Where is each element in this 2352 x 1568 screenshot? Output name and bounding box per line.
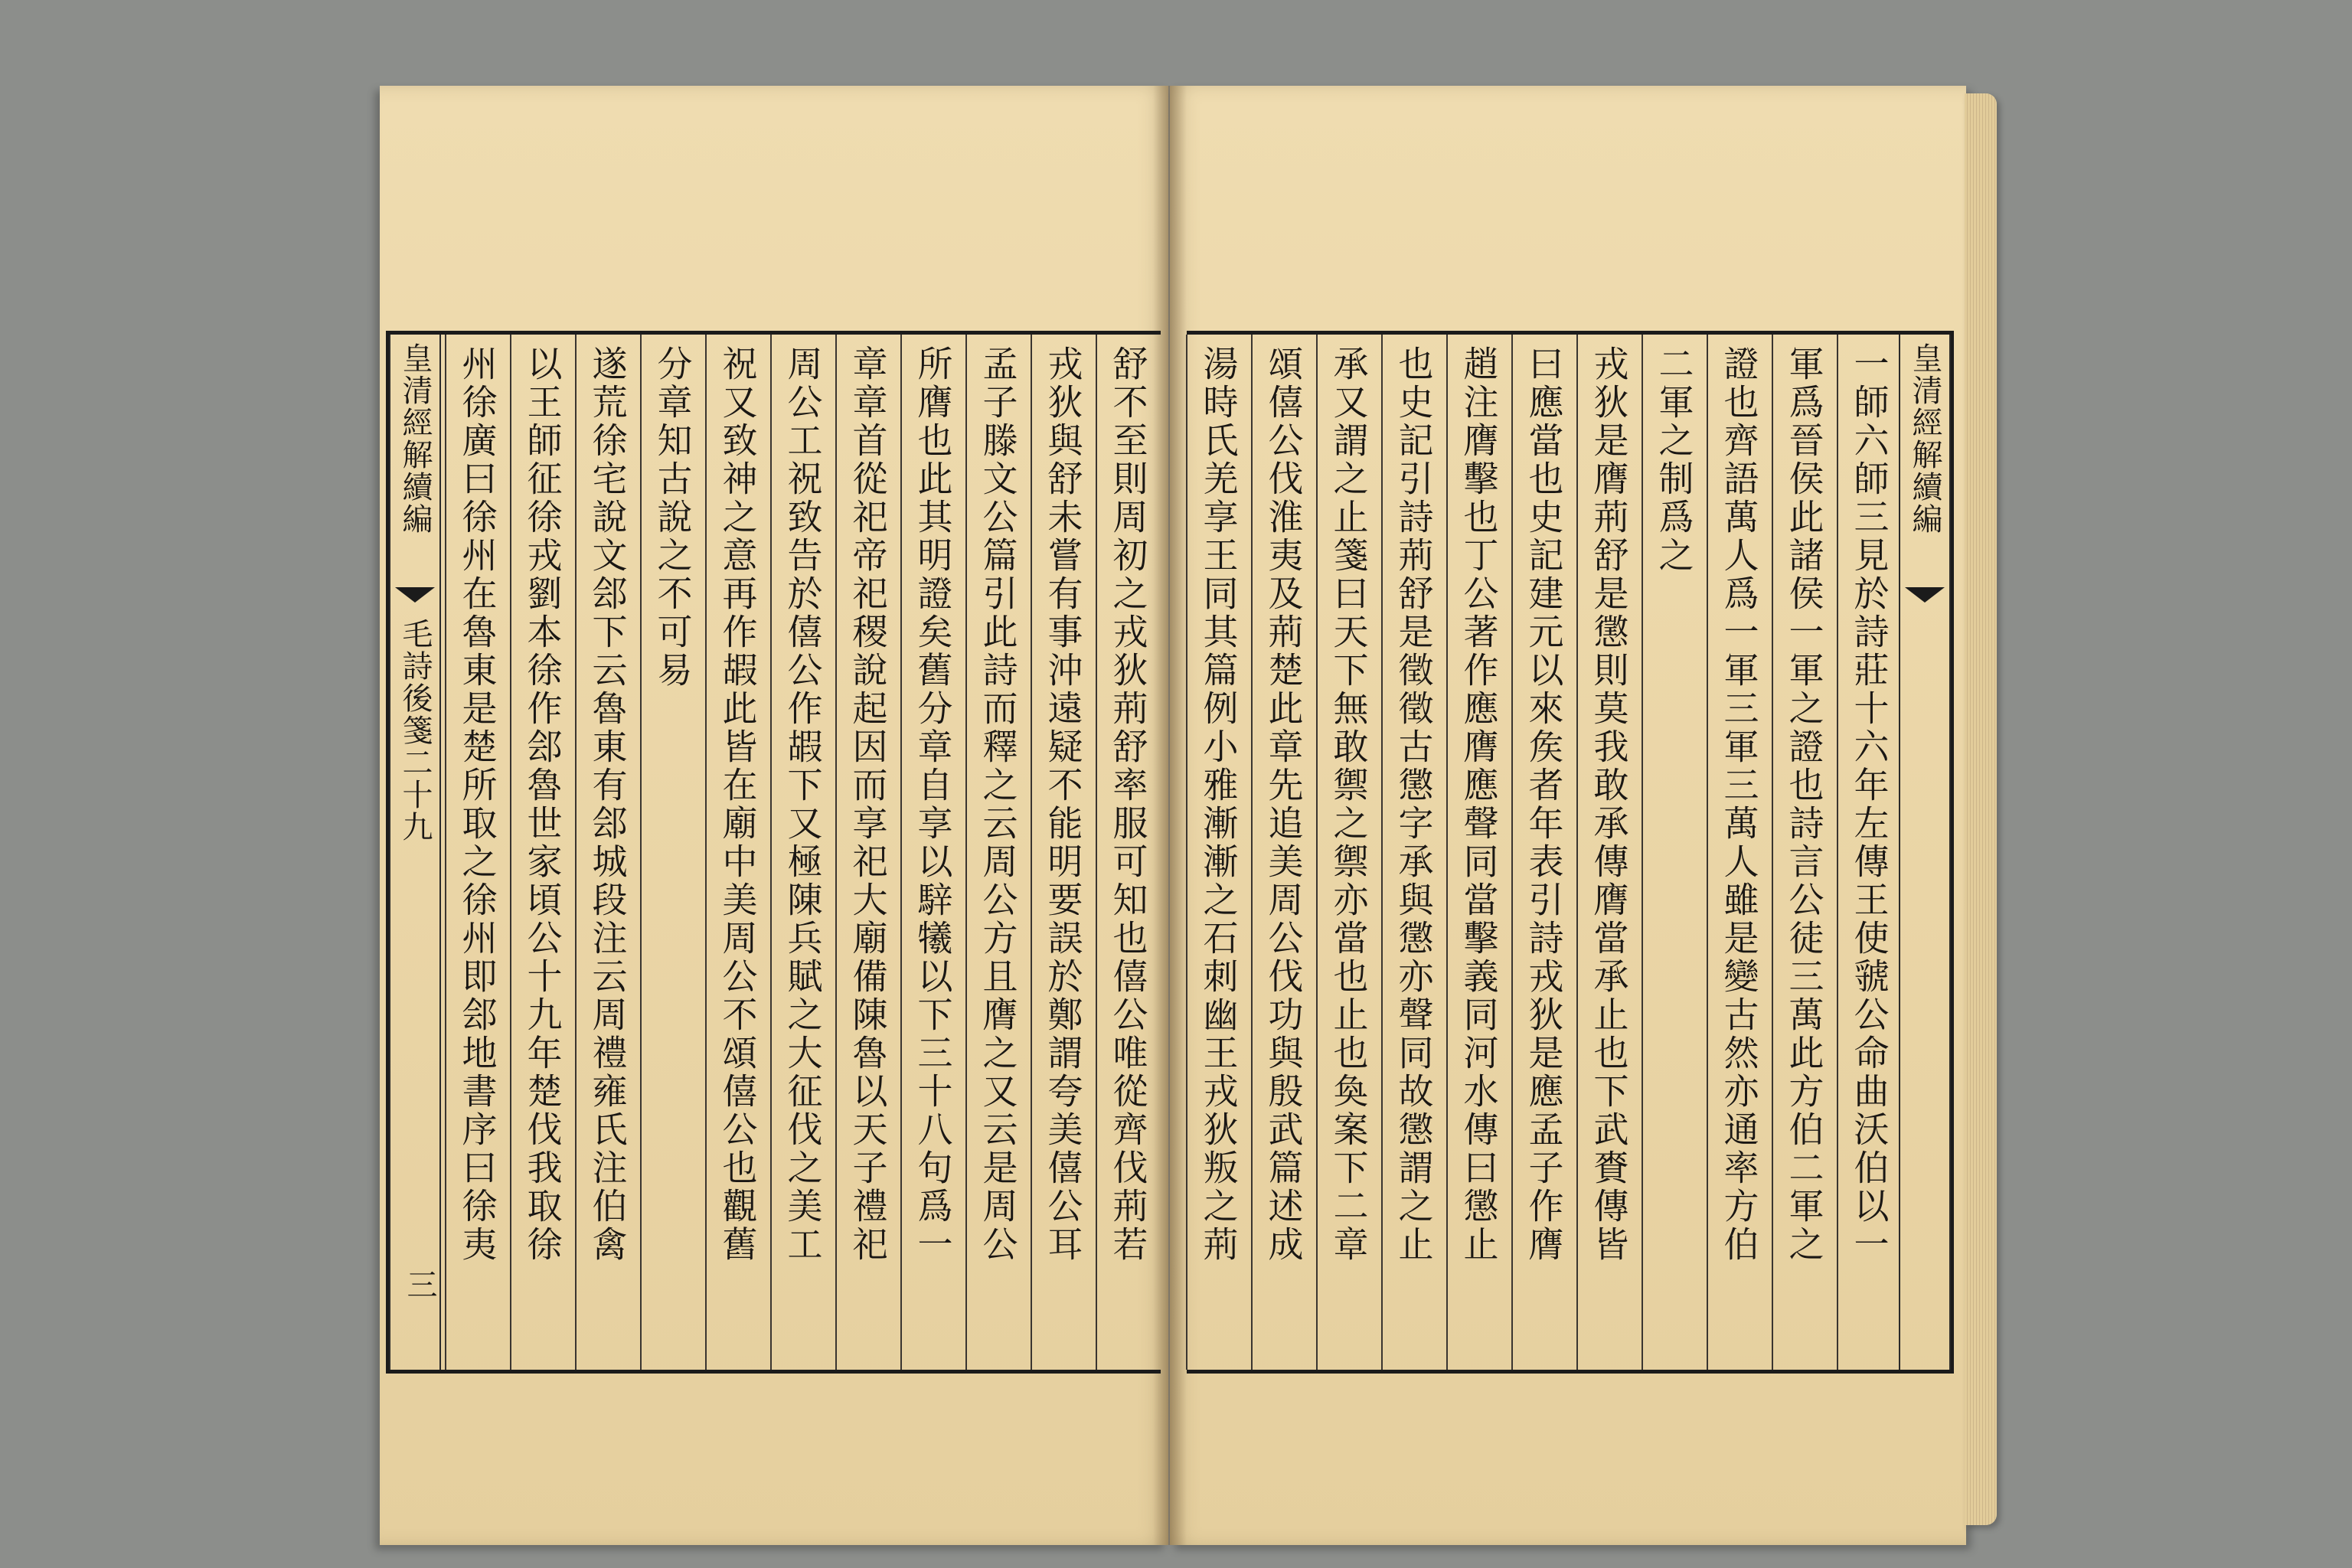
text-column xyxy=(900,335,965,1370)
column-rule xyxy=(575,335,577,1370)
column-rule xyxy=(1096,335,1097,1370)
column-text: 證也齊語萬人爲一軍三軍三萬人雖是變古然亦通率方伯 xyxy=(1718,345,1760,1264)
column-rule xyxy=(1186,335,1187,1370)
column-rule xyxy=(1642,335,1643,1370)
column-text: 趙注膺擊也丁公著作應膺應聲同當擊義同河水傳曰懲止 xyxy=(1458,345,1500,1264)
left-center-strip xyxy=(389,335,441,1370)
text-column xyxy=(575,335,640,1370)
column-rule xyxy=(705,335,707,1370)
column-rule xyxy=(1576,335,1578,1370)
column-text: 承又謂之止箋曰天下無敢禦之禦亦當也止也奐案下二章 xyxy=(1328,345,1370,1264)
column-text: 州徐廣曰徐州在魯東是楚所取之徐州即郐地書序曰徐夷 xyxy=(456,345,498,1264)
column-text: 遂荒徐宅說文郐下云魯東有郐城段注云周禮雍氏注伯禽 xyxy=(586,345,629,1264)
text-column xyxy=(1316,335,1381,1370)
text-column xyxy=(1251,335,1316,1370)
text-column xyxy=(1511,335,1576,1370)
column-text: 孟子滕文公篇引此詩而釋之云周公方且膺之又云是周公 xyxy=(977,345,1019,1264)
column-rule xyxy=(770,335,772,1370)
column-rule xyxy=(900,335,902,1370)
right-center-strip xyxy=(1899,335,1951,1370)
column-text: 湯時氏羌享王同其篇例小雅漸漸之石刺幽王戎狄叛之荊 xyxy=(1197,345,1240,1264)
column-rule xyxy=(1316,335,1318,1370)
column-text: 頌僖公伐淮夷及荊楚此章先追美周公伐功與殷武篇述成 xyxy=(1263,345,1305,1264)
column-rule xyxy=(1251,335,1253,1370)
left-page-number: 三 xyxy=(402,1269,437,1299)
column-text: 二軍之制爲之 xyxy=(1653,345,1695,575)
column-text: 章章首從祀帝祀稷說起因而享祀大廟備陳魯以天子禮祀 xyxy=(847,345,889,1264)
column-text: 曰應當也史記建元以來矦者年表引詩戎狄是應孟子作膺 xyxy=(1523,345,1565,1264)
text-column xyxy=(1031,335,1096,1370)
column-text: 祝又致神之意再作嘏此皆在廟中美周公不頌僖公也觀舊 xyxy=(717,345,759,1264)
text-column xyxy=(705,335,770,1370)
column-rule xyxy=(510,335,511,1370)
column-rule xyxy=(1772,335,1773,1370)
column-text: 周公工祝致告於僖公作嘏下又極陳兵賦之大征伐之美工 xyxy=(782,345,824,1264)
column-rule xyxy=(1837,335,1838,1370)
column-rule xyxy=(640,335,642,1370)
text-column xyxy=(770,335,835,1370)
column-text: 軍爲晉侯此諸侯一軍之證也詩言公徒三萬此方伯二軍之 xyxy=(1783,345,1825,1264)
text-column xyxy=(1772,335,1837,1370)
left-margin-title: 皇清經解續編 xyxy=(397,342,433,535)
column-rule xyxy=(835,335,837,1370)
text-column xyxy=(1096,335,1161,1370)
column-rule xyxy=(1511,335,1513,1370)
text-column xyxy=(1707,335,1772,1370)
page-edges xyxy=(1965,93,1997,1525)
column-text: 一師六師三見於詩莊十六年左傳王使虢公命曲沃伯以一 xyxy=(1848,345,1890,1264)
right-margin-title: 皇清經解續編 xyxy=(1907,342,1942,535)
column-text: 所膺也此其明證矣舊分章自享以騂犧以下三十八句爲一 xyxy=(912,345,954,1264)
column-rule xyxy=(1381,335,1383,1370)
fish-tail-mark xyxy=(1905,587,1945,603)
text-column xyxy=(510,335,575,1370)
left-margin-subtitle: 毛詩後箋二十九 xyxy=(397,618,433,843)
column-rule xyxy=(1031,335,1032,1370)
column-text: 以王師征徐戎劉本徐作郐魯世家頃公十九年楚伐我取徐 xyxy=(521,345,564,1264)
text-column xyxy=(835,335,900,1370)
column-text: 分章知古說之不可易 xyxy=(652,345,694,690)
column-rule xyxy=(1707,335,1708,1370)
text-column xyxy=(1381,335,1446,1370)
text-column xyxy=(1642,335,1707,1370)
column-rule xyxy=(1446,335,1448,1370)
column-text: 舒不至則周初之戎狄荊舒率服可知也僖公唯從齊伐荊若 xyxy=(1107,345,1149,1264)
column-text: 也史記引詩荊舒是徵徵古懲字承與懲亦聲同故懲謂之止 xyxy=(1393,345,1435,1264)
text-column xyxy=(1576,335,1642,1370)
text-column xyxy=(1837,335,1902,1370)
column-rule xyxy=(965,335,967,1370)
column-text: 戎狄是膺荊舒是懲則莫我敢承傳膺當承止也下武賚傳皆 xyxy=(1588,345,1630,1264)
text-column xyxy=(1446,335,1511,1370)
left-text-frame xyxy=(386,331,1161,1374)
text-column xyxy=(965,335,1031,1370)
column-text: 戎狄與舒未嘗有事沖遠疑不能明要誤於鄭謂夸美僖公耳 xyxy=(1042,345,1084,1264)
column-rule xyxy=(445,335,446,1370)
fish-tail-mark xyxy=(395,587,435,603)
right-text-frame xyxy=(1187,331,1954,1374)
text-column xyxy=(445,335,510,1370)
text-column xyxy=(640,335,705,1370)
text-column xyxy=(1186,335,1251,1370)
